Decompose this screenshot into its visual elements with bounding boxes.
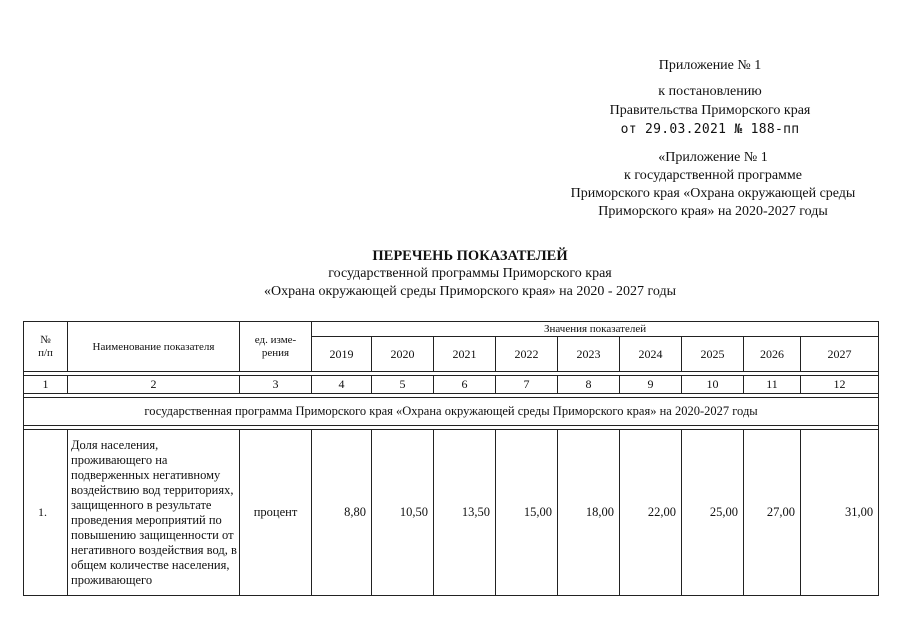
column-number: 6	[434, 376, 496, 394]
appendix-program-line-3: Приморского края «Охрана окружающей среды	[570, 186, 856, 201]
column-number: 10	[682, 376, 744, 394]
appendix-program-line-1: «Приложение № 1	[658, 150, 768, 165]
header-year: 2021	[434, 337, 496, 372]
column-number: 5	[372, 376, 434, 394]
column-number: 11	[744, 376, 801, 394]
heading-line-2: государственной программы Приморского края	[328, 266, 612, 281]
row-value: 15,00	[496, 430, 558, 596]
heading-line-3: «Охрана окружающей среды Приморского края» на 2020 - 2027 годы	[263, 284, 677, 299]
column-number: 3	[240, 376, 312, 394]
header-year: 2023	[558, 337, 620, 372]
program-title-row: государственная программа Приморского края «Охрана окружающей среды Приморского края» на 2020-2027 годы	[24, 398, 879, 426]
row-value: 10,50	[372, 430, 434, 596]
header-values: Значения показателей	[312, 322, 879, 337]
row-unit: процент	[240, 430, 312, 596]
row-value: 18,00	[558, 430, 620, 596]
appendix-line-2: Правительства Приморского края	[609, 103, 811, 118]
header-year: 2026	[744, 337, 801, 372]
document-heading	[170, 247, 770, 301]
appendix-line-1: к постановлению	[658, 84, 762, 99]
header-year: 2019	[312, 337, 372, 372]
header-num: № п/п	[24, 322, 68, 372]
row-value: 25,00	[682, 430, 744, 596]
row-indicator-name: Доля населения, проживающего на подверженных негативному воздействию вод территориях, защищенного в результате проведения мероприятий по повышению защищенности от негативного воздействия вод, в общем количестве населения, проживающего	[68, 430, 240, 596]
row-value: 8,80	[312, 430, 372, 596]
header-year: 2022	[496, 337, 558, 372]
column-number: 12	[801, 376, 879, 394]
header-unit: ед. изме- рения	[240, 322, 312, 372]
column-number: 1	[24, 376, 68, 394]
appendix-decree: от 29.03.2021 № 188-пп	[620, 122, 800, 137]
row-value: 31,00	[801, 430, 879, 596]
appendix-program-line-2: к государственной программе	[624, 168, 802, 183]
column-number: 9	[620, 376, 682, 394]
header-year: 2025	[682, 337, 744, 372]
indicators-table	[23, 321, 879, 596]
heading-main: ПЕРЕЧЕНЬ ПОКАЗАТЕЛЕЙ	[372, 248, 568, 264]
row-value: 22,00	[620, 430, 682, 596]
column-number: 4	[312, 376, 372, 394]
column-number: 8	[558, 376, 620, 394]
row-index: 1.	[24, 430, 68, 596]
appendix-title: Приложение № 1	[658, 58, 762, 73]
row-value: 27,00	[744, 430, 801, 596]
header-name: Наименование показателя	[68, 322, 240, 372]
table-row	[24, 430, 879, 596]
row-value: 13,50	[434, 430, 496, 596]
header-year: 2024	[620, 337, 682, 372]
header-year: 2027	[801, 337, 879, 372]
appendix-program-line-4: Приморского края» на 2020-2027 годы	[598, 204, 828, 219]
appendix-program-block	[548, 149, 878, 221]
column-number: 7	[496, 376, 558, 394]
appendix-block	[560, 56, 860, 139]
header-year: 2020	[372, 337, 434, 372]
column-number: 2	[68, 376, 240, 394]
